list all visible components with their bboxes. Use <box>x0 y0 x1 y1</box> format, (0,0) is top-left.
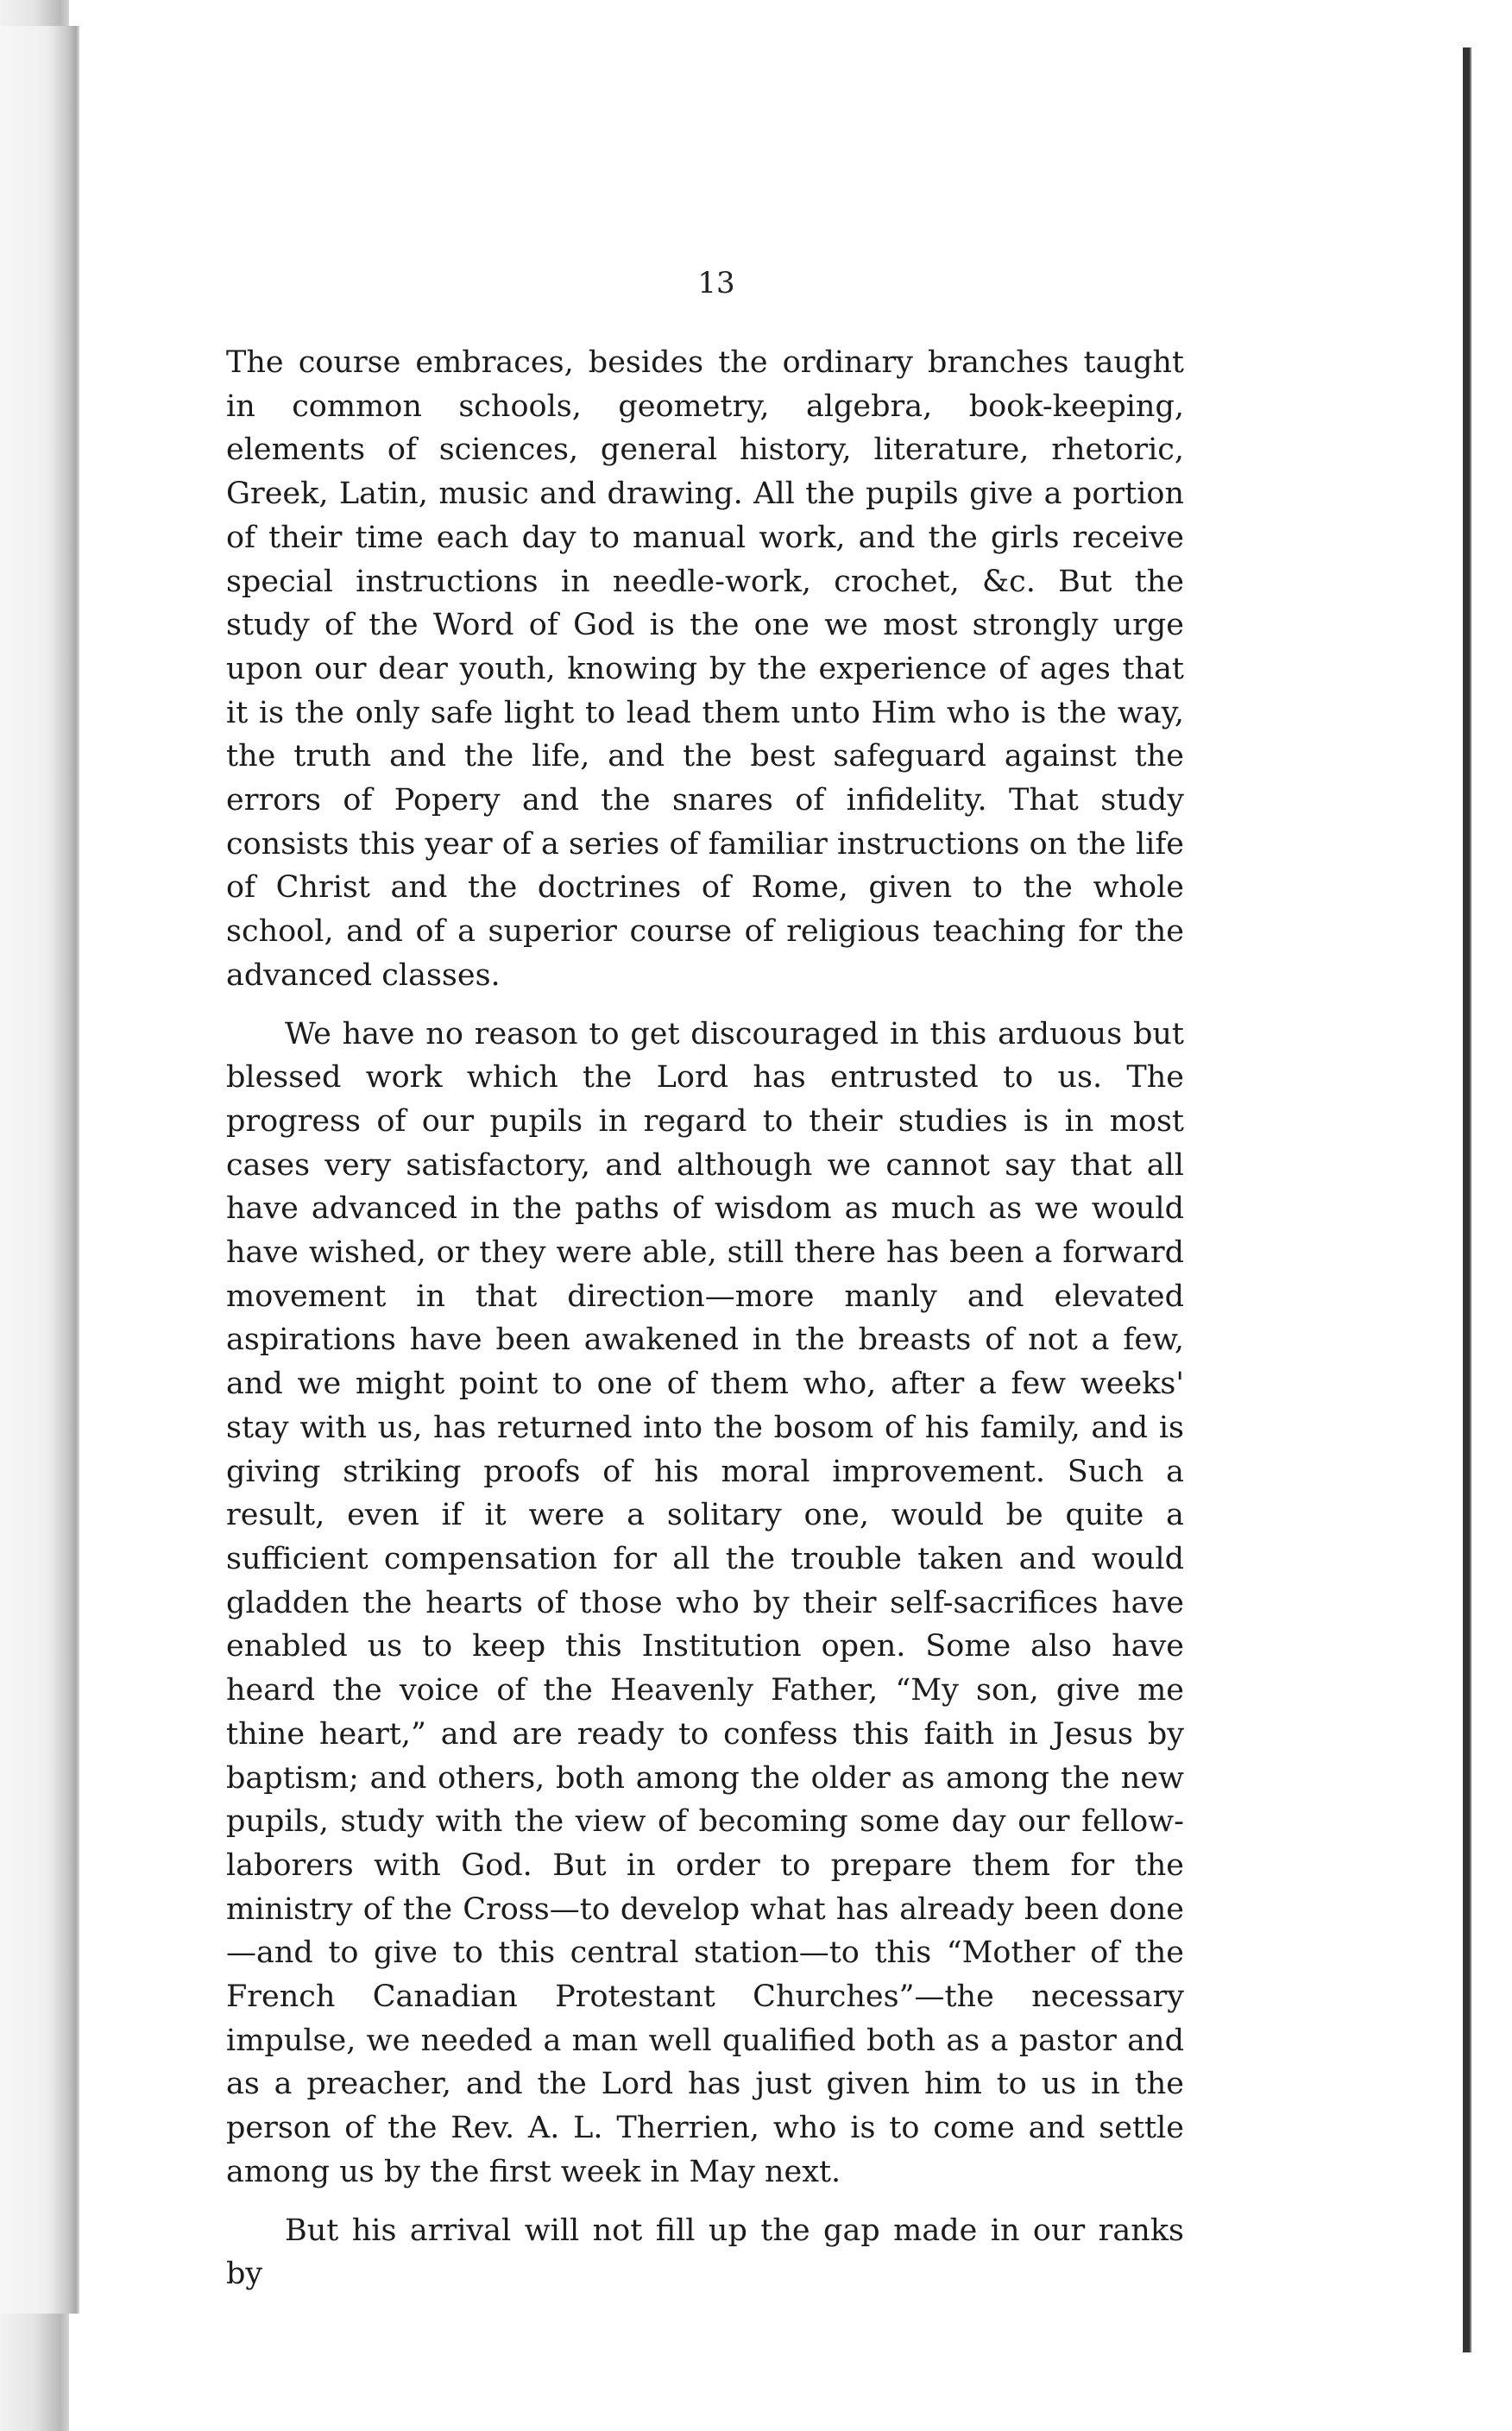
paragraph-3: But his arrival will not fill up the gap made in our ranks by <box>226 2213 1184 2292</box>
facing-page-edge <box>0 26 79 2314</box>
page-number: 13 <box>697 266 735 300</box>
body-text <box>226 341 1184 2311</box>
paragraph-2: We have no reason to get discouraged in this arduous but blessed work which the Lord has entrusted to us. The progress of our pupils in regard to their studies is in most cases very satisfactory, and although we cannot say that all have advanced in the paths of wisdom as much as we would have wished, or they were able, still there has been a forward movement in that direction—more manly and elevated aspirations have been awakened in the breasts of not a few, and we might point to one of them who, after a few weeks' stay with us, has returned into the bosom of his family, and is giving striking proofs of his moral improvement. Such a result, even if it were a solitary one, would be quite a sufficient compensation for all the trouble taken and would gladden the hearts of those who by their self-sacrifices have enabled us to keep this Institution open. Some also have heard the voice of the Heavenly Father, “My son, give me thine heart,” and are ready to confess this faith in Jesus by baptism; and others, both among the older as among the new pupils, study with the view of becoming some day our fellow-laborers with God. But in order to prepare them for the ministry of the Cross—to develop what has already been done—and to give to this central station—to this “Mother of the French Canadian Protestant Churches”—the necessary impulse, we needed a man well qualified both as a pastor and as a preacher, and the Lord has just given him to us in the person of the Rev. A. L. Therrien, who is to come and settle among us by the first week in May next. <box>226 1016 1184 2189</box>
paragraph-1: The course embraces, besides the ordinary branches taught in common schools, geometry, algebra, book-keeping, elements of sciences, general history, literature, rhetoric, Greek, Latin, music and drawing. All the pupils give a portion of their time each day to manual work, and the girls receive special instructions in needle-work, crochet, &c. But the study of the Word of God is the one we most strongly urge upon our dear youth, knowing by the experience of ages that it is the only safe light to lead them unto Him who is the way, the truth and the life, and the best safeguard against the errors of Popery and the snares of infidelity. That study consists this year of a series of familiar instructions on the life of Christ and the doctrines of Rome, given to the whole school, and of a superior course of religious teaching for the advanced classes. <box>226 345 1184 993</box>
